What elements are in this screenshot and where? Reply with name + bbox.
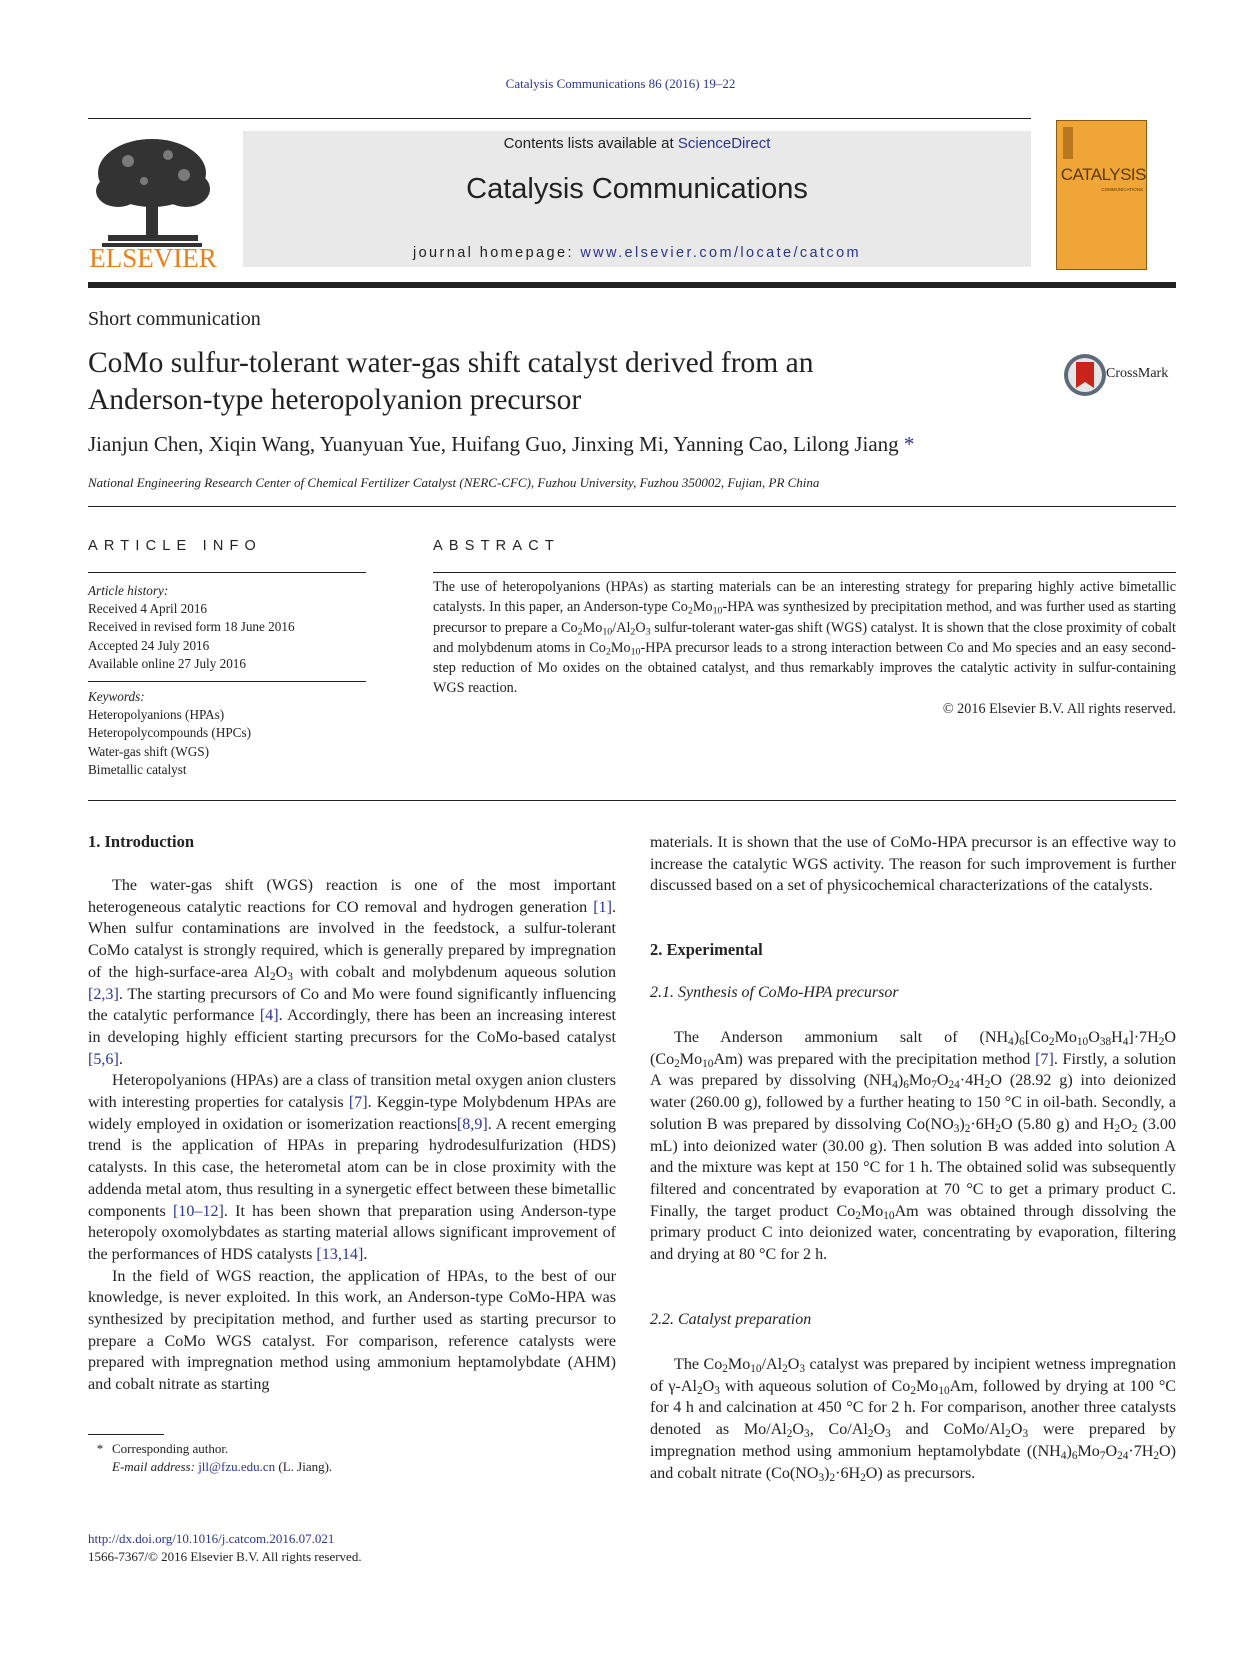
corresponding-note: Corresponding author.	[112, 1441, 229, 1456]
catalyst-preparation-body: The $Co_2Mo_{10}/Al_2O_3$ catalyst was prepared by incipient wetness impregnation of $\gamma-Al_2O_3$ with aqueous solution of $Co_2Mo_{10}Am$, followed by drying at 100 °C for 4 h and calcination at 450 °C for 2 h. For comparison, another three catalysts denoted as $Mo/Al_2O_3$, $Co/Al_2O_3$ and CoMo/$Al_2O_3$ were prepared by impregnation method using ammonium heptamolybdate $((NH_4)_6Mo_7O_{24}\cdot 7H_2O)$ and cobalt nitrate $(Co(NO_3)_2\cdot 6H_2O)$ as precursors.	[650, 1356, 1176, 1484]
date-accepted: Accepted 24 July 2016	[88, 637, 210, 653]
subsection-synthesis-heading: 2.1. Synthesis of CoMo-HPA precursor	[650, 984, 899, 1001]
crossmark-label: CrossMark	[1106, 366, 1169, 381]
article-info-heading: ARTICLE INFO	[88, 538, 263, 554]
masthead-thick-rule	[88, 282, 1176, 288]
author-email-link[interactable]: jll@fzu.edu.cn	[198, 1459, 276, 1474]
article-history	[88, 582, 368, 673]
introduction-body: The water-gas shift (WGS) reaction is one of the most important heterogeneous catalytic reactions for CO removal and hydrogen generation [1]. When sulfur contaminations are involved in the feedstock, a sulfur-tolerant CoMo catalyst is strongly required, which is generally prepared by impregnation of the high-surface-area $Al_2O_3$ with cobalt and molybdenum aqueous solution [2,3]. The starting precursors of Co and Mo were found significantly influencing the catalytic performance [4]. Accordingly, there has been an increasing interest in developing highly efficient starting precursors for the CoMo-based catalyst [5,6]. Heteropolyanions (HPAs) are a class of transition metal oxygen anion clusters with interesting properties for catalysis [7]. Keggin-type Molybdenum HPAs are widely employed in oxidation or isomerization reactions[8,9]. A recent emerging trend is the application of HPAs in preparing hydrodesulfurization (HDS) catalysts. In this case, the heterometal atom can be in close proximity with the addenda metal atom, thus resulting in a synergetic effect between these bimetallic components [10–12]. It has been shown that preparation using Anderson-type heteropoly oxomolybdates as starting material allows significant improvement of the performances of HDS catalysts [13,14]. In the field of WGS reaction, the application of HPAs, to the best of our knowledge, is never exploited. In this work, an Anderson-type CoMo-HPA was synthesized by precipitation method, and further used as starting precursor to prepare a CoMo WGS catalyst. For comparison, reference catalysts were prepared with impregnation method using ammonium heptamolybdate (AHM) and cobalt nitrate as starting	[88, 877, 617, 1394]
keywords	[88, 688, 368, 779]
title-rule	[88, 506, 1176, 507]
footnote	[88, 1440, 608, 1476]
keywords-rule	[88, 681, 366, 682]
abstract-rule	[433, 572, 1176, 573]
keyword-item: Bimetallic catalyst	[88, 761, 187, 777]
title-line-1: CoMo sulfur-tolerant water-gas shift catalyst derived from an	[88, 347, 814, 379]
footnote-rule	[88, 1434, 164, 1435]
header-rule	[88, 118, 1031, 119]
affiliation: National Engineering Research Center of Chemical Fertilizer Catalyst (NERC-CFC), Fuzhou University, Fuzhou 350002, Fujian, PR China	[88, 475, 820, 490]
journal-homepage	[243, 245, 1031, 261]
issn-copyright: 1566-7367/© 2016 Elsevier B.V. All rights reserved.	[88, 1549, 362, 1564]
elsevier-tree-logo	[88, 131, 218, 271]
keyword-item: Water-gas shift (WGS)	[88, 743, 209, 759]
contents-prefix: Contents lists available at	[503, 135, 678, 152]
footnote-mark: *	[96, 1441, 104, 1456]
article-title	[88, 345, 1008, 419]
elsevier-wordmark: ELSEVIER	[89, 243, 217, 271]
history-label: Article history:	[88, 583, 169, 598]
section-introduction-heading: 1. Introduction	[88, 832, 195, 851]
doi-link[interactable]: http://dx.doi.org/10.1016/j.catcom.2016.07.021	[88, 1531, 335, 1546]
sciencedirect-link[interactable]: ScienceDirect	[677, 135, 771, 152]
subsection-catalyst-heading: 2.2. Catalyst preparation	[650, 1311, 812, 1328]
article-info-rule	[88, 572, 366, 573]
date-received: Received 4 April 2016	[88, 601, 208, 617]
homepage-prefix: journal homepage:	[412, 245, 581, 261]
abstract-bottom-rule	[88, 800, 1176, 801]
title-line-2: Anderson-type heteropolyanion precursor	[88, 384, 582, 416]
homepage-link[interactable]: www.elsevier.com/locate/catcom	[580, 245, 862, 261]
abstract-copyright: © 2016 Elsevier B.V. All rights reserved.	[942, 700, 1176, 717]
introduction-continued: materials. It is shown that the use of CoMo-HPA precursor is an effective way to increase the catalytic WGS activity. The reason for such improvement is further discussed based on a set of physicochemical characterizations of the catalysts.	[650, 834, 1176, 895]
authors-text: Jianjun Chen, Xiqin Wang, Yuanyuan Yue, Huifang Guo, Jinxing Mi, Yanning Cao, Lilong Jiang	[88, 432, 899, 456]
article-type: Short communication	[88, 308, 261, 330]
abstract-body: The use of heteropolyanions (HPAs) as starting materials can be an interesting strategy for preparing highly active bimetallic catalysts. In this paper, an Anderson-type $Co_2Mo_{10}$-HPA was synthesized by precipitation method, and was further used as starting precursor to prepare a $Co_2Mo_{10}/Al_2O_3$ sulfur-tolerant water-gas shift (WGS) catalyst. It is shown that the close proximity of cobalt and molybdenum atoms in $Co_2Mo_{10}$-HPA precursor leads to a strong interaction between Co and Mo species and an easy second-step reduction of Mo oxides on the obtained catalyst, and thus remarkably improves the catalytic activity in sulfur-containing WGS reaction. © 2016 Elsevier B.V. All rights reserved.	[433, 577, 1176, 719]
crossmark-icon	[1062, 352, 1108, 398]
contents-line	[243, 135, 1031, 152]
keyword-item: Heteropolycompounds (HPCs)	[88, 725, 251, 741]
journal-title: Catalysis Communications	[466, 173, 808, 205]
journal-masthead	[243, 131, 1031, 267]
cover-subtitle: COMMUNICATIONS	[1101, 187, 1143, 192]
corresponding-author-link[interactable]: *	[903, 432, 915, 456]
author-list	[88, 432, 914, 457]
date-revised: Received in revised form 18 June 2016	[88, 619, 295, 635]
journal-cover-thumbnail	[1056, 120, 1147, 270]
section-experimental-heading: 2. Experimental	[650, 940, 763, 959]
doi-block	[88, 1530, 362, 1566]
abstract-heading: ABSTRACT	[433, 538, 560, 554]
email-label: E-mail address:	[112, 1459, 199, 1474]
cover-title: CATALYSIS	[1060, 165, 1146, 184]
synthesis-body: The Anderson ammonium salt of $(NH_4)_6[Co_2Mo_{10}O_{38}H_4]\cdot 7H_2O$ $(Co_2Mo_{10}Am)$ was prepared with the precipitation method [7]. Firstly, a solution A was prepared by dissolving $(NH_4)_6Mo_7O_{24}\cdot 4H_2O$ (28.92 g) into deionized water (260.00 g), followed by a further heating to 150 °C in oil-bath. Secondly, a solution B was prepared by dissolving $Co(NO_3)_2\cdot 6H_2O$ (5.80 g) and $H_2O_2$ (3.00 mL) into deionized water (30.00 g). Then solution B was added into solution A and the mixture was kept at 150 °C for 1 h. The obtained solid was subsequently filtered and concentrated by evaporation at 70 °C to get a primary product C. Finally, the target product $Co_2Mo_{10}Am$ was obtained through dissolving the primary product C into deionized water, concentrating by evaporation, filtering and drying at 80 °C for 2 h.	[650, 1029, 1176, 1264]
keyword-item: Heteropolyanions (HPAs)	[88, 707, 225, 723]
date-online: Available online 27 July 2016	[88, 655, 246, 671]
journal-reference[interactable]: Catalysis Communications 86 (2016) 19–22	[505, 76, 736, 91]
crossmark-badge[interactable]	[1062, 352, 1182, 398]
email-suffix: (L. Jiang).	[275, 1459, 333, 1474]
keywords-label: Keywords:	[88, 689, 145, 704]
